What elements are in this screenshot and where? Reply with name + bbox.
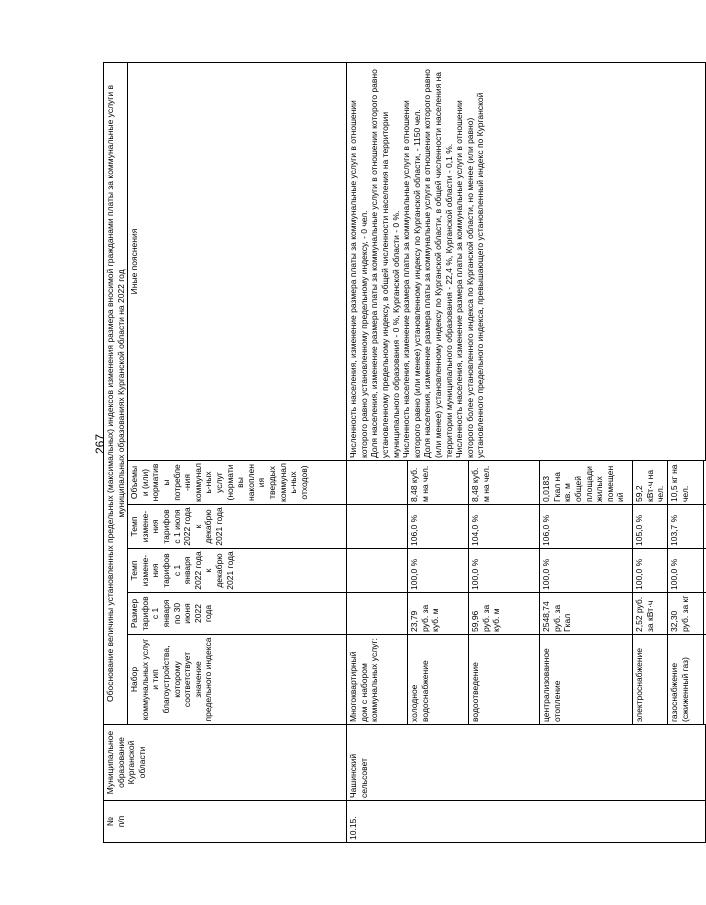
header-row-1 (104, 62, 128, 842)
service-tariff: 2,52 руб. за кВт·ч (633, 593, 668, 635)
service-tariff: 59,96 руб. за куб. м (469, 593, 540, 635)
service-volume: 8,48 куб. м на чел. (408, 461, 469, 505)
row-municipality: Чашинский сельсовет (347, 725, 706, 801)
header-volumes: Объемы и (или) нормативы потребле-ния коммуналь-ных услуг (нормативы накопления твердых коммуналь-ных отходов) (128, 461, 347, 505)
service-rate-2: 103,7 % (667, 505, 703, 549)
page-number: 267 (93, 433, 107, 455)
service-name: водоотведение (469, 635, 540, 725)
empty-cell (347, 549, 408, 593)
service-rate-2: 105,0 % (633, 505, 668, 549)
header-service-set: Набор коммунальных услуг и тип благоустройства, которому соответствует значение предельного индекса (128, 635, 347, 725)
service-rate-1: 100,0 % (469, 549, 540, 593)
service-rate-1: 100,0 % (667, 549, 703, 593)
row-num: 10.15. (347, 801, 706, 843)
service-group-label: Многоквартирный дом с набором коммунальных услуг: (347, 635, 408, 725)
service-volume: 8,48 куб. м на чел. (469, 461, 540, 505)
rotated-page-content (103, 63, 690, 843)
header-num: № п/п (104, 801, 347, 843)
service-volume: 59,2 кВт·ч на чел. (633, 461, 668, 505)
table-row (347, 62, 408, 842)
service-volume: 0,0183 Гкал на кв. м общей площади жилых помещений (540, 461, 633, 505)
service-rate-1: 100,0 % (540, 549, 633, 593)
service-name: холодное водоснабжение (408, 635, 469, 725)
empty-cell (347, 505, 408, 549)
empty-cell (347, 593, 408, 635)
service-rate-2: 104,0 % (469, 505, 540, 549)
header-rate-january: Темп измене-ния тарифов с 1 января 2022 года к декабрю 2021 года (128, 549, 347, 593)
row-notes: Численность населения, изменение размера платы за коммунальные услуги в отношении которого равно установленному предельному индексу, - 0 чел. Доля населения, изменение размера платы за коммунальные услуги в отношении которого равно установленному предельному индексу, в общей численности населения на территории муниципального образования - 0 %, Курганской области - 0 %. Численность населения, изменение размера платы за коммунальные услуги в отношении которого равно (или менее) установленному индексу по Курганской области, - 1150 чел. Доля населения, изменение размера платы за коммунальные услуги в отношении которого равно (или менее) установленному индексу по Курганской области, в общей численности населения на территории муниципального образования - 22,4 %, Курганской области - 0,1 %. Численность населения, изменение размера платы за коммунальные услуги в отношении которого более установленного индекса по Курганской области, но менее (или равно) установленного предельного индекса, превышающего установленный индекс по Курганской (347, 62, 706, 460)
service-rate-2: 106,0 % (540, 505, 633, 549)
empty-cell (347, 461, 408, 505)
header-rate-july: Темп измене-ния тарифов с 1 июля 2022 года к декабрю 2021 года (128, 505, 347, 549)
service-tariff: 23,79 руб. за куб. м (408, 593, 469, 635)
service-name: электроснабжение (633, 635, 668, 725)
tariff-justification-table (103, 62, 706, 843)
service-name: газоснабжение (сжиженный газ) (667, 635, 703, 725)
header-tariff-size: Размер тарифов с 1 января по 30 июня 2022 года (128, 593, 347, 635)
service-tariff: 32,30 руб. за кг (667, 593, 703, 635)
service-rate-1: 100,0 % (408, 549, 469, 593)
service-name: централизованное отопление (540, 635, 633, 725)
header-municipality: Муниципальное образование Курганской области (104, 725, 347, 801)
service-volume: 10,5 кг на чел. (667, 461, 703, 505)
service-rate-2: 106,0 % (408, 505, 469, 549)
service-rate-1: 100,0 % (633, 549, 668, 593)
header-notes: Иные пояснения (128, 62, 347, 460)
header-justification: Обоснование величины установленных предельных (максимальных) индексов изменения размера вносимой гражданами платы за коммунальные услуги в муниципальных образованиях Курганской области на 2022 год (104, 62, 128, 724)
service-tariff: 2548,74 руб. за Гкал (540, 593, 633, 635)
